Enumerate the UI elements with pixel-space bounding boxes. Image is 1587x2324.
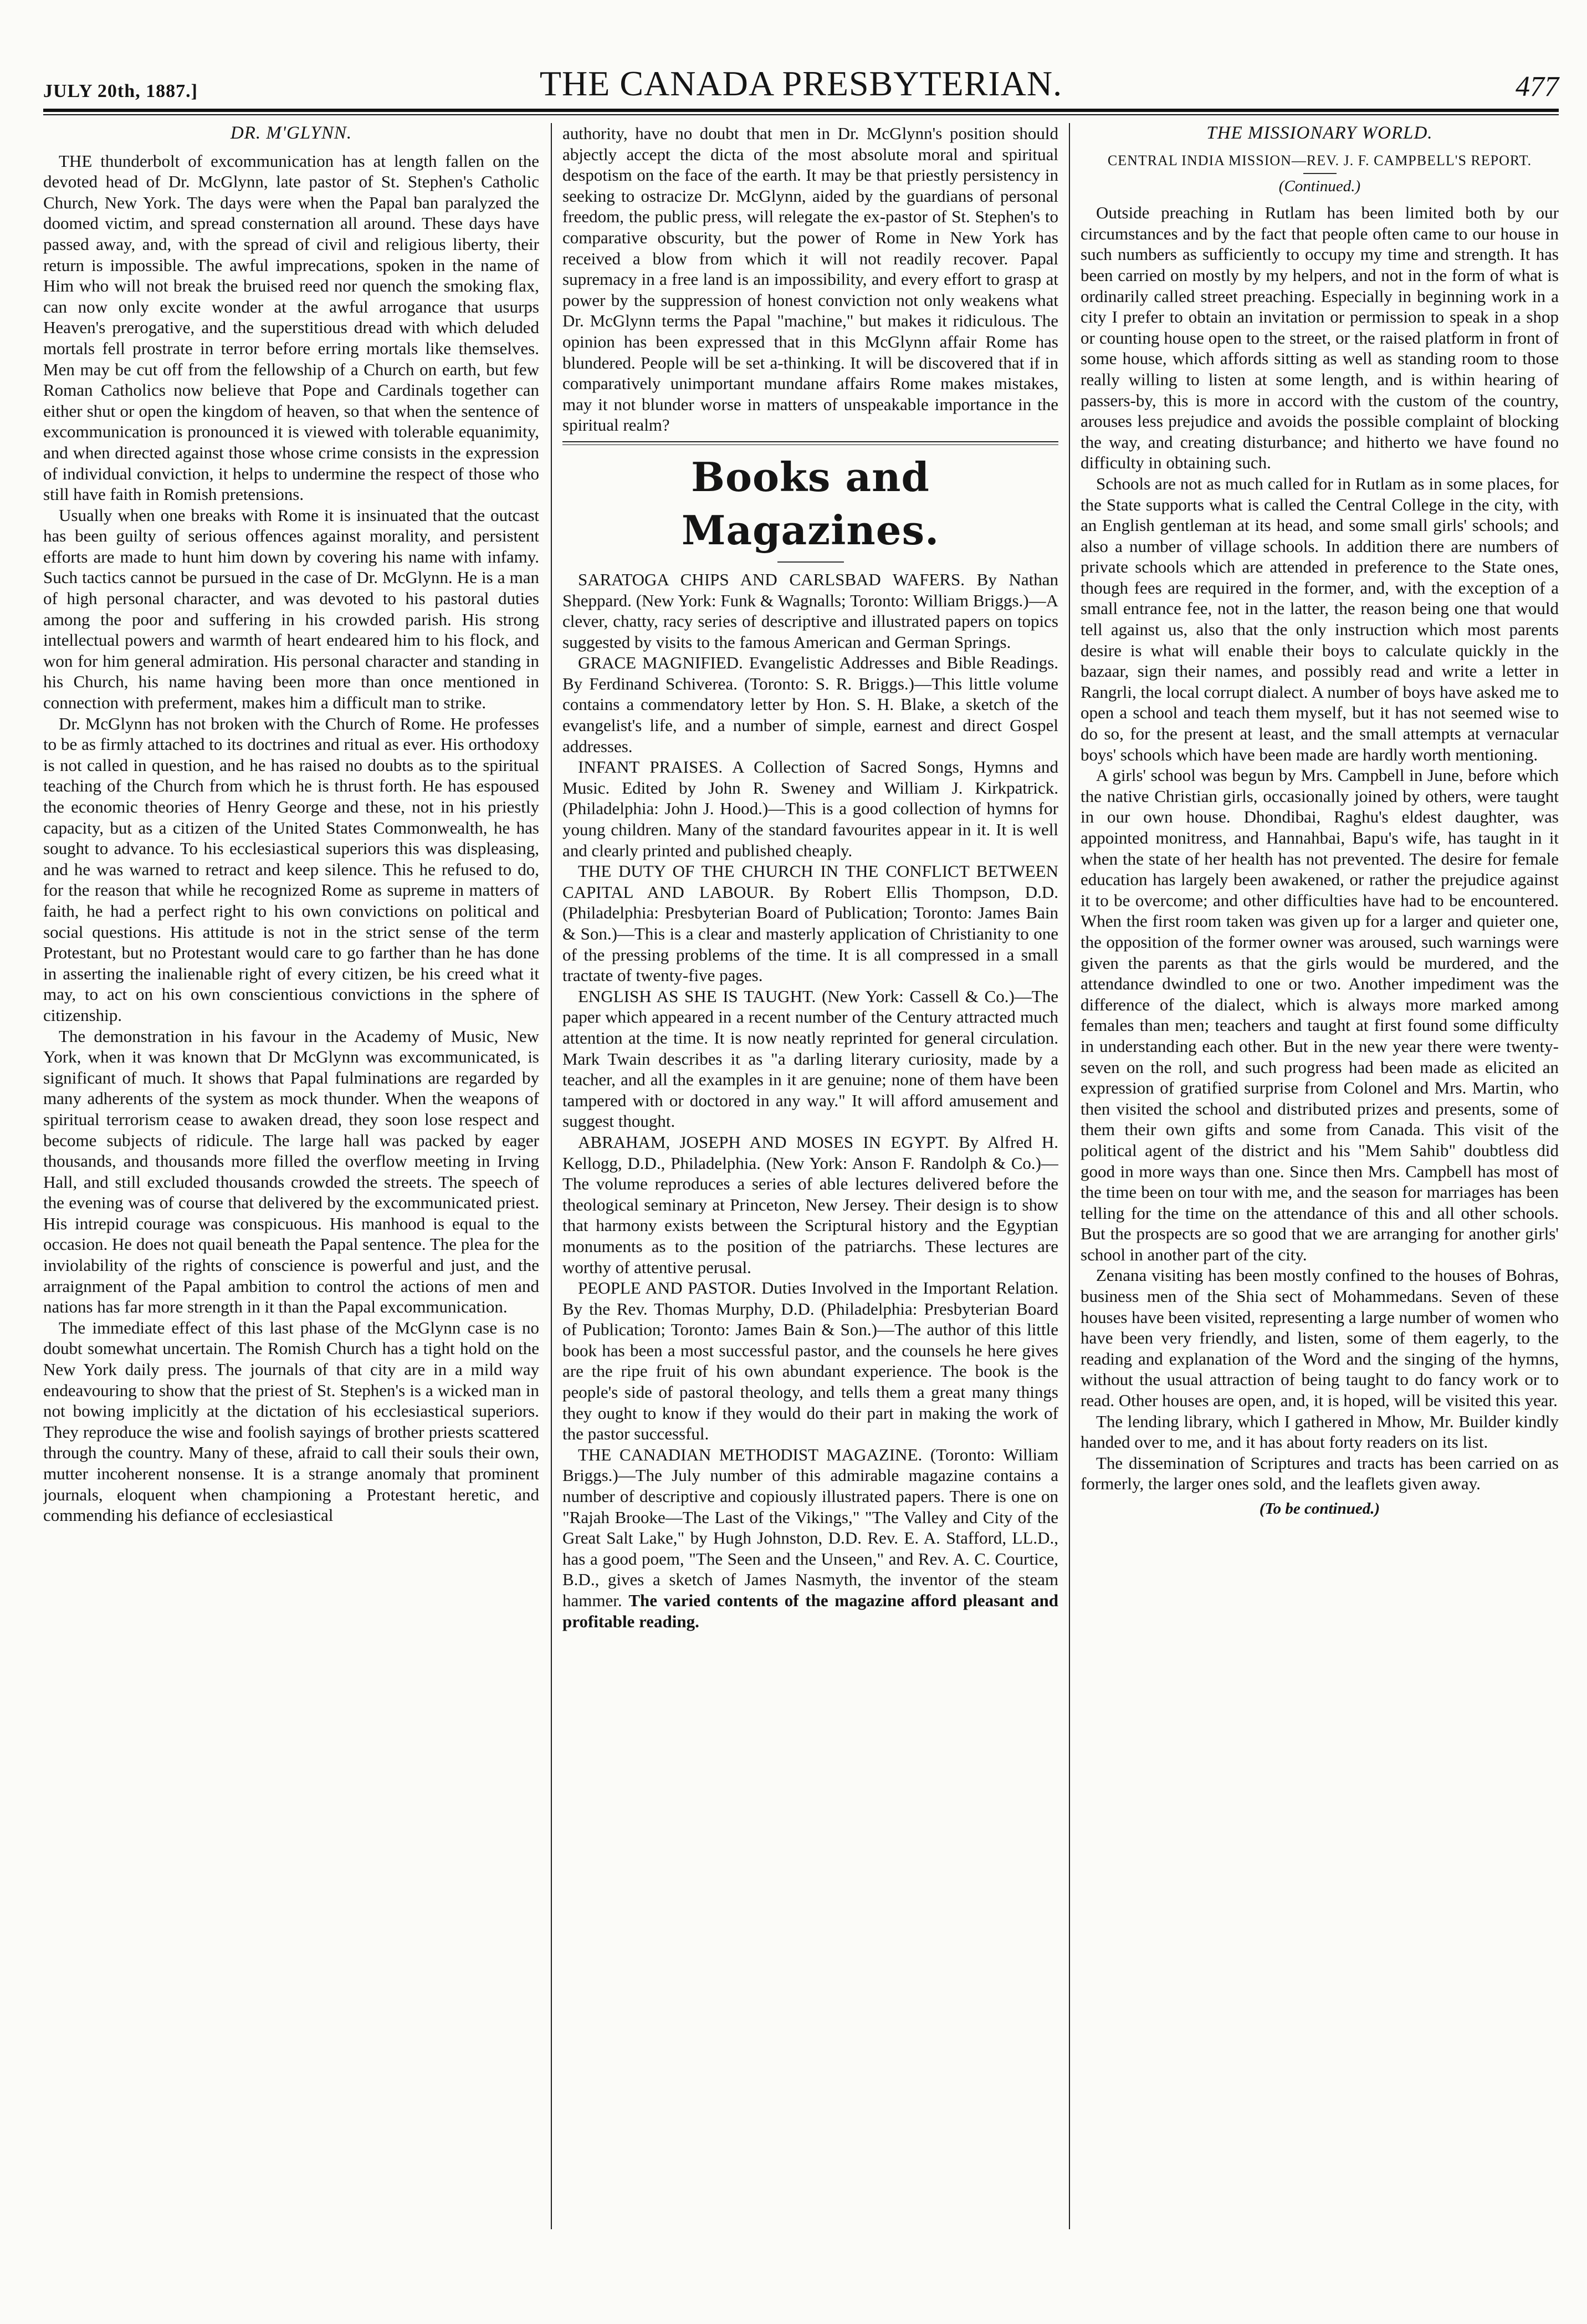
book-title: THE DUTY OF THE CHURCH IN THE CONFLICT BETWEEN CAPITAL AND LABOUR. <box>562 861 1058 902</box>
book-review <box>562 1278 1058 1444</box>
book-review-text: A Collection of Sacred Songs, Hymns and Music. Edited by John R. Sweney and William J. Kirkpatrick. (Philadelphia: John J. Hood.)—This is a good collection of hymns for young children. Many of the standard favourites appear in it. It is well and clearly printed and published cheaply. <box>562 757 1058 860</box>
article-paragraph: The immediate effect of this last phase of the McGlynn case is no doubt somewhat uncertain. The Romish Church has a tight hold on the New York daily press. The journals of that city are in a mild way endeavouring to show that the priest of St. Stephen's is a wicked man in not bowing implicitly at the dictation of his ecclesiastical superiors. They reproduce the wise and foolish sayings of brother priests scattered through the country. Many of these, afraid to call their souls their own, mutter incoherent nonsense. It is a strange anomaly that prominent journals, eloquent when championing a Protestant heretic, and commending his defiance of ecclesiastical <box>43 1317 539 1525</box>
article-paragraph: THE thunderbolt of excommunication has at length fallen on the devoted head of Dr. McGlynn, late pastor of St. Stephen's Catholic Church, New York. The days were when the Papal ban paralyzed the doomed victim, and spread consternation all around. These days have passed away, and, with the spread of civil and religious liberty, their return is impossible. The awful imprecations, spoken in the name of Him who will not break the bruised reed nor quench the smoking flax, can now only excite wonder at the awful arrogance that usurps Heaven's prerogative, and the superstitious dread with which deluded mortals fell prostrate in terror before erring mortals like themselves. Men may be cut off from the fellowship of a Church on earth, but few Roman Catholics now believe that Pope and Cardinals together can either shut or open the kingdom of heaven, so that when the sentence of excommunication is pronounced it is viewed with tolerable equanimity, and when directed against those whose crime consists in the expression of individual conviction, it helps to undermine the respect of those who still have faith in Romish pretensions. <box>43 151 539 504</box>
article-paragraph: Dr. McGlynn has not broken with the Church of Rome. He professes to be as firmly attached to its doctrines and ritual as ever. His orthodoxy is not called in question, and he has raised no doubts as to the spiritual teaching of the Church from which he is thrust forth. He has espoused the economic theories of Henry George and these, not in his priestly capacity, but as a citizen of the United States Commonwealth, he has sought to advance. To his ecclesiastical superiors this was displeasing, and he was warned to retract and keep silence. This he refused to do, for the reason that while he recognized Rome as supreme in matters of faith, he had a perfect right to his own convictions on political and social questions. His attitude is not in the strict sense of the term Protestant, but no Protestant would care to go farther than he has done in asserting the inalienable right of every citizen, be his creed what it may, to act on his own conscientious convictions in the sphere of citizenship. <box>43 713 539 1025</box>
book-title: GRACE MAGNIFIED. <box>578 653 743 673</box>
book-review-text: Evangelistic Addresses and Bible Readings. By Ferdinand Schiverea. (Toronto: S. R. Briggs.)—This little volume contains a commendatory letter by Hon. S. H. Blake, a sketch of the evangelist's life, and a number of simple, earnest and direct Gospel addresses. <box>562 653 1058 756</box>
book-review <box>562 757 1058 861</box>
book-review <box>562 986 1058 1132</box>
newspaper-title: THE CANADA PRESBYTERIAN. <box>539 64 1063 103</box>
book-review-text: Duties Involved in the Important Relation. By the Rev. Thomas Murphy, D.D. (Philadelphia: Presbyterian Board of Publication; Toronto: James Bain & Son.)—The author of this little book has been a most successful pastor, and the counsels he here gives are the ripe fruit of his own abundant experience. The book is the people's side of pastoral theology, and tells them a great many things they ought to know if they would do their part in making the work of the pastor successful. <box>562 1278 1058 1444</box>
book-review-text: By Robert Ellis Thompson, D.D. (Philadelphia: Presbyterian Board of Publication; Toronto: James Bain & Son.)—This is a clear and masterly application of Christianity to one of the pressing problems of the time. It is all compressed in a small tractate of twenty-five pages. <box>562 882 1058 985</box>
book-title: ABRAHAM, JOSEPH AND MOSES IN EGYPT. <box>578 1132 949 1152</box>
book-review-text: By Alfred H. Kellogg, D.D., Philadelphia. (New York: Anson F. Randolph & Co.)—The volume reproduces a series of able lectures delivered before the theological seminary at Princeton, New Jersey. Their design is to show that harmony exists between the Scriptural history and the Egyptian monuments as to the position of the patriarchs. These lectures are worthy of attentive perusal. <box>562 1132 1058 1277</box>
column-mcglynn-article <box>43 123 539 2274</box>
book-review <box>562 861 1058 986</box>
section-heading: THE MISSIONARY WORLD. <box>1206 123 1433 143</box>
article-heading: DR. M'GLYNN. <box>230 123 352 143</box>
report-subheading: CENTRAL INDIA MISSION—REV. J. F. CAMPBELL'S REPORT. <box>1107 152 1532 168</box>
page-number: 477 <box>1516 71 1559 103</box>
section-title: Books and Magazines. <box>681 453 940 554</box>
report-paragraph: The dissemination of Scriptures and tracts has been carried on as formerly, the larger ones sold, and the leaflets given away. <box>1081 1453 1559 1494</box>
article-paragraph: Usually when one breaks with Rome it is insinuated that the outcast has been guilty of serious offences against morality, and persistent efforts are made to hunt him down by covering his name with infamy. Such tactics cannot be pursued in the case of Dr. McGlynn. He is a man of high personal character, and was devoted to his pastoral duties among the poor and suffering in his crowded parish. His strong intellectual powers and warmth of heart endeared him to his flock, and won for him general admiration. His personal character and standing in his Church, his name having been more than once mentioned in connection with preferment, makes him a difficult man to strike. <box>43 505 539 713</box>
report-paragraph: Zenana visiting has been mostly confined to the houses of Bohras, business men of the Shia sect of Mohammedans. Seven of these houses have been visited, representing a large number of women who have been very friendly, and listen, some of them eagerly, to the reading and explanation of the Word and the singing of the hymns, without the usual attraction of being taught to do fancy work or to read. Other houses are open, and, it is hoped, will be visited this year. <box>1081 1265 1559 1411</box>
masthead <box>43 62 1559 106</box>
masthead-rule <box>43 109 1559 112</box>
book-title: SARATOGA CHIPS AND CARLSBAD WAFERS. <box>578 569 965 589</box>
issue-date: JULY 20th, 1887.] <box>43 81 198 101</box>
to-be-continued-note: (To be continued.) <box>1259 1500 1380 1518</box>
column-books-magazines <box>562 123 1058 2274</box>
report-paragraph: Schools are not as much called for in Rutlam as in some places, for the State supports what is called the Central College in the city, with an English gentleman at its head, and some small girls' schools; and also a number of village schools. In addition there are numbers of private schools which are attended in preference to the State ones, though fees are required in the former, and, with the exception of a small entrance fee, not in the latter, the reason being one that would tell against us, also that the only instruction which most parents desire is what will enable their boys to calculate quickly in the bazaar, sign their names, and possibly read and write a letter in Rangrli, the local corrupt dialect. A number of boys have asked me to open a school and teach them myself, but it has not seemed wise to do so, for the present at least, and the small attempts at vernacular boys' schools which have been made are hardly worth mentioning. <box>1081 473 1559 764</box>
column-missionary-world <box>1081 123 1559 2274</box>
book-review <box>562 1132 1058 1278</box>
masthead-rule-thin <box>43 114 1559 115</box>
report-paragraph: The lending library, which I gathered in Mhow, Mr. Builder kindly handed over to me, and it has about forty readers on its list. <box>1081 1411 1559 1452</box>
book-review <box>562 569 1058 652</box>
book-review <box>562 1444 1058 1632</box>
short-divider <box>777 561 844 563</box>
continued-note: (Continued.) <box>1278 177 1361 195</box>
short-divider <box>1303 173 1337 174</box>
book-title: PEOPLE AND PASTOR. <box>578 1278 756 1298</box>
book-review <box>562 652 1058 757</box>
article-continuation: authority, have no doubt that men in Dr. McGlynn's position should abjectly accept the dicta of the most absolute moral and spiritual despotism on the face of the earth. It may be that priestly persistency in seeking to ostracize Dr. McGlynn, aided by the guardians of personal freedom, the public press, will relegate the ex-pastor of St. Stephen's to comparative obscurity, but the power of Rome in New York has received a blow from which it will not readily recover. Papal supremacy in a free land is an impossibility, and every effort to grasp at power by the suppression of honest conviction not only weakens what Dr. McGlynn terms the Papal "machine," but makes it ridiculous. The opinion has been expressed that in this McGlynn affair Rome has blundered. People will be set a-thinking. It will be discovered that if in comparatively unimportant mundane affairs Rome makes mistakes, may it not blunder worse in matters of unspeakable importance in the spiritual realm? <box>562 124 1058 435</box>
report-paragraph: Outside preaching in Rutlam has been limited both by our circumstances and by the fact that people often came to our house in such numbers as sufficiently to occupy my time and strength. It has been carried on mostly by my helpers, and not in the form of what is ordinarily called street preaching. Especially in beginning work in a city I prefer to obtain an invitation or permission to speak in a shop or counting house open to the street, or the raised platform in front of some house, which affords sitting as well as standing room to those really willing to listen at some length, and is within hearing of passers-by, this is more in accord with the custom of the country, arouses less prejudice and avoids the possible complaint of blocking the way, and creating disturbance; and hitherto we have found no difficulty in obtaining such. <box>1081 203 1559 473</box>
book-review-text: (New York: Cassell & Co.)—The paper which appeared in a recent number of the Century attracted much attention at the time. It is now neatly reprinted for general circulation. Mark Twain describes it as "a darling literary curiosity, made by a teacher, and all the examples in it are genuine; none of them have been tampered with or doctored in any way." It will afford amusement and suggest thought. <box>562 986 1058 1131</box>
column-divider-2 <box>1069 123 1070 2229</box>
book-review-text: By Nathan Sheppard. (New York: Funk & Wagnalls; Toronto: William Briggs.)—A clever, chatty, racy series of descriptive and illustrated papers on topics suggested by visits to the famous American and German Springs. <box>562 569 1058 652</box>
book-review-text: (Toronto: William Briggs.)—The July number of this admirable magazine contains a number of descriptive and copiously illustrated papers. There is one on "Rajah Brooke—The Last of the Vikings," "The Valley and City of the Great Salt Lake," by Hugh Johnston, D.D. Rev. E. A. Stafford, LL.D., has a good poem, "The Seen and the Unseen," and Rev. A. C. Courtice, B.D., gives a sketch of James Nasmyth, the inventor of the steam hammer. <box>562 1444 1058 1610</box>
report-paragraph: A girls' school was begun by Mrs. Campbell in June, before which the native Christian girls, occasionally joined by others, were taught in our own house. Dhondibai, Raghu's eldest daughter, was appointed monitress, and Hannahbai, Bapu's wife, has taught in it when the state of her health has not prevented. The desire for female education has largely been awakened, or rather the prejudice against it to be overcome; and other difficulties have had to be encountered. When the first room taken was given up for a larger and quieter one, the opposition of the former owner was aroused, such warnings were given the parents as that the girls would be murdered, and the attendance dwindled to one or two. Another impediment was the difference of the dialect, which is always more marked among females than men; teachers and taught at first found some difficulty in understanding each other. But in the new year there were twenty-seven on the roll, and such progress had been made as elicited an expression of gratified surprise from Colonel and Mrs. Martin, who then visited the school and distributed prizes and presents, some of them their own gifts and some from Canada. This visit of the political agent of the district and his "Mem Sahib" doubtless did good in more ways than one. Since then Mrs. Campbell has most of the time been on tour with me, and the season for marriages has been telling for the time on the attendance of this and all other schools. But the prospects are so good that we are arranging for another girls' school in another part of the city. <box>1081 765 1559 1264</box>
book-review-closing: The varied contents of the magazine afford pleasant and profitable reading. <box>562 1591 1058 1631</box>
section-rule <box>562 441 1058 442</box>
column-divider-1 <box>551 123 552 2229</box>
book-title: INFANT PRAISES. <box>578 757 723 777</box>
book-title: THE CANADIAN METHODIST MAGAZINE. <box>578 1444 923 1464</box>
book-title: ENGLISH AS SHE IS TAUGHT. <box>578 986 816 1006</box>
article-paragraph: The demonstration in his favour in the Academy of Music, New York, when it was known that Dr McGlynn was excommunicated, is significant of much. It shows that Papal fulminations are regarded by many adherents of the system as mock thunder. When the weapons of spiritual terrorism cease to awaken dread, they soon lose respect and become subjects of ridicule. The large hall was packed by eager thousands, and thousands more filled the overflow meeting in Irving Hall, and still excluded thousands crowded the streets. The speech of the evening was of course that delivered by the excommunicated priest. His intrepid courage was conspicuous. His manhood is equal to the occasion. He does not quail beneath the Papal sentence. The plea for the inviolability of the rights of conscience is powerful and just, and the arraignment of the Papal ambition to control the actions of men and nations has far more strength in it than the Papal excommunication. <box>43 1026 539 1317</box>
